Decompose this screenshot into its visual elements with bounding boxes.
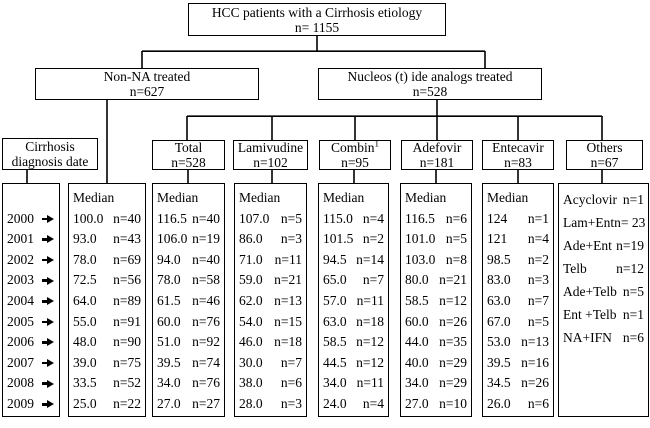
- row-label: 39.5: [157, 354, 181, 370]
- table-row: [157, 291, 220, 312]
- row-n-value: n=7: [362, 272, 384, 288]
- table-row: [405, 353, 467, 374]
- table-row: [239, 312, 302, 333]
- row-n-value: n=12: [356, 334, 384, 350]
- row-n-value: n=90: [113, 334, 141, 350]
- right-arrow-icon: [42, 297, 54, 305]
- non-na-n: n=627: [129, 84, 165, 99]
- total-median-box: [152, 183, 225, 417]
- table-row: [487, 373, 549, 394]
- row-n-value: n=27: [192, 395, 220, 411]
- row-n-value: n=11: [356, 292, 384, 308]
- row-label: 39.0: [73, 354, 97, 370]
- table-row: [487, 291, 549, 312]
- row-label: 57.0: [323, 292, 347, 308]
- row-label: 60.0: [157, 313, 181, 329]
- cirrhosis-label-line1: Cirrhosis: [25, 139, 75, 154]
- table-row: [239, 270, 302, 291]
- table-row: [405, 373, 467, 394]
- header-others: [566, 140, 643, 170]
- row-label: 101.0: [405, 231, 436, 247]
- cirrhosis-diagnosis-date-label: [2, 138, 98, 170]
- root-node: [188, 3, 446, 36]
- row-label: 25.0: [73, 395, 97, 411]
- row-label: 27.0: [157, 395, 181, 411]
- row-label: 34.0: [323, 375, 347, 391]
- header-entecavir-n: n=83: [504, 155, 532, 170]
- table-row: [7, 332, 55, 353]
- row-n-value: n=40: [113, 210, 141, 226]
- table-row: [323, 209, 384, 230]
- table-row: [73, 394, 141, 415]
- footnote-marker: 1: [374, 138, 379, 149]
- row-n-value: n=21: [439, 272, 467, 288]
- row-n-value: n=43: [113, 231, 141, 247]
- row-label: 39.5: [487, 354, 511, 370]
- table-row: [239, 332, 302, 353]
- row-n-value: n=12: [616, 261, 644, 276]
- row-label: Acyclovir: [563, 192, 617, 207]
- row-n-value: n=29: [439, 354, 467, 370]
- table-row: [405, 209, 467, 230]
- row-label: 63.0: [487, 292, 511, 308]
- row-label: Median: [73, 190, 115, 205]
- row-n-value: n=35: [439, 334, 467, 350]
- row-n-value: n=10: [439, 395, 467, 411]
- row-label: 116.5: [157, 210, 187, 226]
- row-label: 2002: [7, 251, 34, 267]
- row-n-value: n=15: [274, 313, 302, 329]
- row-label: 24.0: [323, 395, 347, 411]
- row-n-value: n=4: [362, 395, 384, 411]
- table-row: [323, 250, 384, 271]
- table-row: [7, 373, 55, 394]
- table-row: [563, 211, 644, 234]
- non-na-title: Non-NA treated: [103, 69, 191, 84]
- row-label: 30.0: [239, 354, 263, 370]
- row-label: 101.5: [323, 231, 354, 247]
- right-arrow-icon: [42, 256, 54, 264]
- row-n-value: n=5: [280, 210, 302, 226]
- table-row: [405, 229, 467, 250]
- table-row: [73, 312, 141, 333]
- row-label: Median: [239, 190, 281, 205]
- table-row: [487, 229, 549, 250]
- row-n-value: n=5: [445, 231, 467, 247]
- row-n-value: n=2: [527, 251, 549, 267]
- row-label: 121: [487, 231, 508, 247]
- row-n-value: n=5: [622, 284, 644, 299]
- table-row: [239, 353, 302, 374]
- row-n-value: n=40: [192, 251, 220, 267]
- table-row: [157, 270, 220, 291]
- row-label: 44.0: [405, 334, 429, 350]
- row-label: 94.0: [157, 251, 181, 267]
- row-n-value: n=3: [527, 272, 549, 288]
- row-n-value: n=19: [616, 238, 644, 253]
- row-label: 106.0: [157, 231, 188, 247]
- table-row: [239, 373, 302, 394]
- row-label: 58.5: [323, 334, 347, 350]
- row-label: 38.0: [239, 375, 263, 391]
- row-label: 72.5: [73, 272, 97, 288]
- row-label: 59.0: [239, 272, 263, 288]
- table-row: [157, 188, 220, 209]
- header-others-label: Others: [586, 140, 623, 155]
- row-label: 55.0: [73, 313, 97, 329]
- row-label: 34.0: [405, 375, 429, 391]
- table-row: [157, 229, 220, 250]
- row-n-value: n=75: [113, 354, 141, 370]
- right-arrow-icon: [42, 277, 54, 285]
- table-row: [563, 257, 644, 280]
- row-label: 83.0: [487, 272, 511, 288]
- row-n-value: n=52: [113, 375, 141, 391]
- row-n-value: n=16: [521, 354, 549, 370]
- row-n-value: n=6: [280, 375, 302, 391]
- row-label: 48.0: [73, 334, 97, 350]
- row-n-value: n=74: [192, 354, 220, 370]
- table-row: [73, 229, 141, 250]
- row-n-value: n=12: [356, 354, 384, 370]
- table-row: [323, 312, 384, 333]
- row-label: Median: [157, 190, 199, 205]
- row-label: 28.0: [239, 395, 263, 411]
- row-label: 2001: [7, 231, 34, 247]
- row-label: 64.0: [73, 292, 97, 308]
- row-label: 62.0: [239, 292, 263, 308]
- table-row: [405, 270, 467, 291]
- na-n: n=528: [412, 84, 448, 99]
- table-row: [7, 229, 55, 250]
- header-adefovir-label: Adefovir: [412, 140, 462, 155]
- row-label: 54.0: [239, 313, 263, 329]
- row-n-value: n=1: [622, 192, 644, 207]
- table-row: [563, 234, 644, 257]
- row-n-value: n=76: [192, 313, 220, 329]
- row-n-value: n=19: [192, 231, 220, 247]
- na-title: Nucleos (t) ide analogs treated: [347, 69, 513, 84]
- row-label: Ade+Telb: [563, 284, 617, 299]
- table-row: [323, 353, 384, 374]
- combin-median-box: [318, 183, 389, 417]
- table-row: [157, 332, 220, 353]
- table-row: [487, 312, 549, 333]
- others-breakdown-box: [558, 183, 649, 417]
- right-arrow-icon: [42, 400, 54, 408]
- row-n-value: n=58: [192, 272, 220, 288]
- row-label: 2007: [7, 354, 34, 370]
- row-label: 116.5: [405, 210, 435, 226]
- table-row: [7, 270, 55, 291]
- root-title: HCC patients with a Cirrhosis etiology: [211, 4, 423, 20]
- table-row: [157, 373, 220, 394]
- table-row: [7, 353, 55, 374]
- row-label: 2005: [7, 313, 34, 329]
- row-label: 51.0: [157, 334, 181, 350]
- table-row: [323, 373, 384, 394]
- row-n-value: n=1: [527, 210, 549, 226]
- header-entecavir-label: Entecavir: [492, 140, 544, 155]
- right-arrow-icon: [42, 359, 54, 367]
- cirrhosis-label-line2: diagnosis date: [11, 154, 89, 169]
- table-row: [7, 291, 55, 312]
- row-label: 93.0: [73, 231, 97, 247]
- row-label: 94.5: [323, 251, 347, 267]
- row-label: 44.5: [323, 354, 347, 370]
- row-n-value: n=5: [527, 313, 549, 329]
- row-n-value: n=6: [622, 330, 644, 345]
- row-label: 71.0: [239, 251, 263, 267]
- row-n-value: n=11: [274, 251, 302, 267]
- table-row: [7, 312, 55, 333]
- row-n-value: n=69: [113, 251, 141, 267]
- table-row: [323, 229, 384, 250]
- table-row: [239, 209, 302, 230]
- right-arrow-icon: [42, 235, 54, 243]
- table-row: [239, 250, 302, 271]
- table-row: [405, 250, 467, 271]
- row-n-value: n=22: [113, 395, 141, 411]
- table-row: [239, 291, 302, 312]
- row-n-value: n=91: [113, 313, 141, 329]
- row-n-value: n=29: [439, 375, 467, 391]
- row-label: 78.0: [157, 272, 181, 288]
- row-label: 34.5: [487, 375, 511, 391]
- table-row: [405, 291, 467, 312]
- adefovir-median-box: [400, 183, 472, 417]
- row-n-value: n=6: [445, 210, 467, 226]
- row-n-value: n=7: [280, 354, 302, 370]
- header-adefovir: [401, 140, 473, 170]
- row-label: 107.0: [239, 210, 270, 226]
- header-combin-label: Combin$^1$: [330, 138, 379, 155]
- row-n-value: n=13: [274, 292, 302, 308]
- table-row: [563, 188, 644, 211]
- row-n-value: n=6: [527, 395, 549, 411]
- row-label: 40.0: [405, 354, 429, 370]
- header-total: [152, 140, 225, 170]
- lamivudine-median-box: [234, 183, 307, 417]
- row-label: 2009: [7, 395, 34, 411]
- table-row: [487, 209, 549, 230]
- row-n-value: n=13: [521, 334, 549, 350]
- table-row: [73, 209, 141, 230]
- table-row: [323, 394, 384, 415]
- header-combin: [319, 140, 391, 170]
- table-row: [157, 353, 220, 374]
- table-row: [405, 394, 467, 415]
- header-adefovir-n: n=181: [419, 155, 455, 170]
- row-label: 46.0: [239, 334, 263, 350]
- header-total-label: Total: [174, 140, 203, 155]
- row-n-value: n=4: [527, 231, 549, 247]
- right-arrow-icon: [42, 318, 54, 326]
- table-row: [157, 394, 220, 415]
- non-na-treated-node: [35, 68, 259, 100]
- table-row: [405, 312, 467, 333]
- table-row: [157, 209, 220, 230]
- row-label: Ade+Ent: [563, 238, 612, 253]
- header-combin-n: n=95: [341, 155, 369, 170]
- row-label: NA+IFN: [563, 330, 612, 345]
- row-n-value: n=26: [521, 375, 549, 391]
- table-row: [487, 353, 549, 374]
- table-row: [563, 303, 644, 326]
- row-n-value: n=11: [356, 375, 384, 391]
- row-label: Median: [405, 190, 447, 205]
- row-n-value: n=26: [439, 313, 467, 329]
- diagnosis-years-box: [2, 183, 60, 417]
- row-n-value: n=3: [280, 231, 302, 247]
- row-label: 53.0: [487, 334, 511, 350]
- row-n-value: n=14: [356, 251, 384, 267]
- header-lamivudine: [233, 140, 308, 170]
- row-label: 26.0: [487, 395, 511, 411]
- row-n-value: n=21: [274, 272, 302, 288]
- row-label: 2003: [7, 272, 34, 288]
- table-row: [73, 291, 141, 312]
- row-label: 115.0: [323, 210, 353, 226]
- table-row: [7, 250, 55, 271]
- table-row: [323, 188, 384, 209]
- row-n-value: n=76: [192, 375, 220, 391]
- row-label: 2004: [7, 292, 34, 308]
- row-label: 67.0: [487, 313, 511, 329]
- row-label: Telb: [563, 261, 587, 276]
- header-others-n: n=67: [590, 155, 619, 170]
- header-lamivudine-n: n=102: [253, 155, 288, 170]
- row-label: 103.0: [405, 251, 436, 267]
- row-label: 2006: [7, 334, 34, 350]
- table-row: [323, 332, 384, 353]
- table-row: [73, 373, 141, 394]
- row-label: 2008: [7, 375, 34, 391]
- row-label: 124: [487, 210, 508, 226]
- table-row: [73, 250, 141, 271]
- row-n-value: n=12: [439, 292, 467, 308]
- row-label: Median: [487, 190, 529, 205]
- row-label: 61.5: [157, 292, 181, 308]
- table-row: [157, 250, 220, 271]
- row-n-value: n=56: [113, 272, 141, 288]
- table-row: [487, 250, 549, 271]
- table-row: [73, 332, 141, 353]
- table-row: [7, 188, 55, 209]
- row-label: 63.0: [323, 313, 347, 329]
- table-row: [323, 291, 384, 312]
- na-treated-node: [318, 68, 542, 100]
- table-row: [563, 326, 644, 349]
- non-na-median-box: [68, 183, 146, 417]
- row-n-value: n=3: [280, 395, 302, 411]
- table-row: [487, 394, 549, 415]
- header-lamivudine-label: Lamivudine: [237, 140, 304, 155]
- row-label: 98.5: [487, 251, 511, 267]
- table-row: [239, 394, 302, 415]
- row-label: 65.0: [323, 272, 347, 288]
- row-n-value: n=18: [274, 334, 302, 350]
- table-row: [7, 209, 55, 230]
- row-n-value: n=7: [527, 292, 549, 308]
- table-row: [7, 394, 55, 415]
- row-label: 78.0: [73, 251, 97, 267]
- header-total-n: n=528: [171, 155, 206, 170]
- row-label: Lam+Ent: [563, 215, 615, 230]
- right-arrow-icon: [42, 380, 54, 388]
- row-label: 2000: [7, 210, 34, 226]
- row-label: 60.0: [405, 313, 429, 329]
- row-label: 58.5: [405, 292, 429, 308]
- row-label: 80.0: [405, 272, 429, 288]
- row-label: 100.0: [73, 210, 104, 226]
- row-label: Ent +Telb: [563, 307, 617, 322]
- table-row: [487, 270, 549, 291]
- row-label: 33.5: [73, 375, 97, 391]
- root-n: n= 1155: [294, 19, 340, 35]
- row-n-value: n=18: [356, 313, 384, 329]
- row-n-value: n=92: [192, 334, 220, 350]
- table-row: [73, 270, 141, 291]
- table-row: [323, 270, 384, 291]
- table-row: [239, 229, 302, 250]
- row-label: 27.0: [405, 395, 429, 411]
- table-row: [405, 332, 467, 353]
- table-row: [157, 312, 220, 333]
- table-row: [487, 332, 549, 353]
- right-arrow-icon: [42, 215, 54, 223]
- table-row: [563, 280, 644, 303]
- row-n-value: n=89: [113, 292, 141, 308]
- row-n-value: n= 23: [614, 215, 646, 230]
- row-n-value: n=46: [192, 292, 220, 308]
- table-row: [239, 188, 302, 209]
- row-n-value: n=2: [362, 231, 384, 247]
- row-n-value: n=40: [192, 210, 220, 226]
- row-label: 34.0: [157, 375, 181, 391]
- header-entecavir: [482, 140, 554, 170]
- row-n-value: n=4: [362, 210, 384, 226]
- table-row: [73, 188, 141, 209]
- row-n-value: n=8: [445, 251, 467, 267]
- right-arrow-icon: [42, 338, 54, 346]
- table-row: [405, 188, 467, 209]
- row-label: 86.0: [239, 231, 263, 247]
- row-n-value: n=1: [622, 307, 644, 322]
- entecavir-median-box: [482, 183, 554, 417]
- row-label: Median: [323, 190, 365, 205]
- table-row: [73, 353, 141, 374]
- table-row: [487, 188, 549, 209]
